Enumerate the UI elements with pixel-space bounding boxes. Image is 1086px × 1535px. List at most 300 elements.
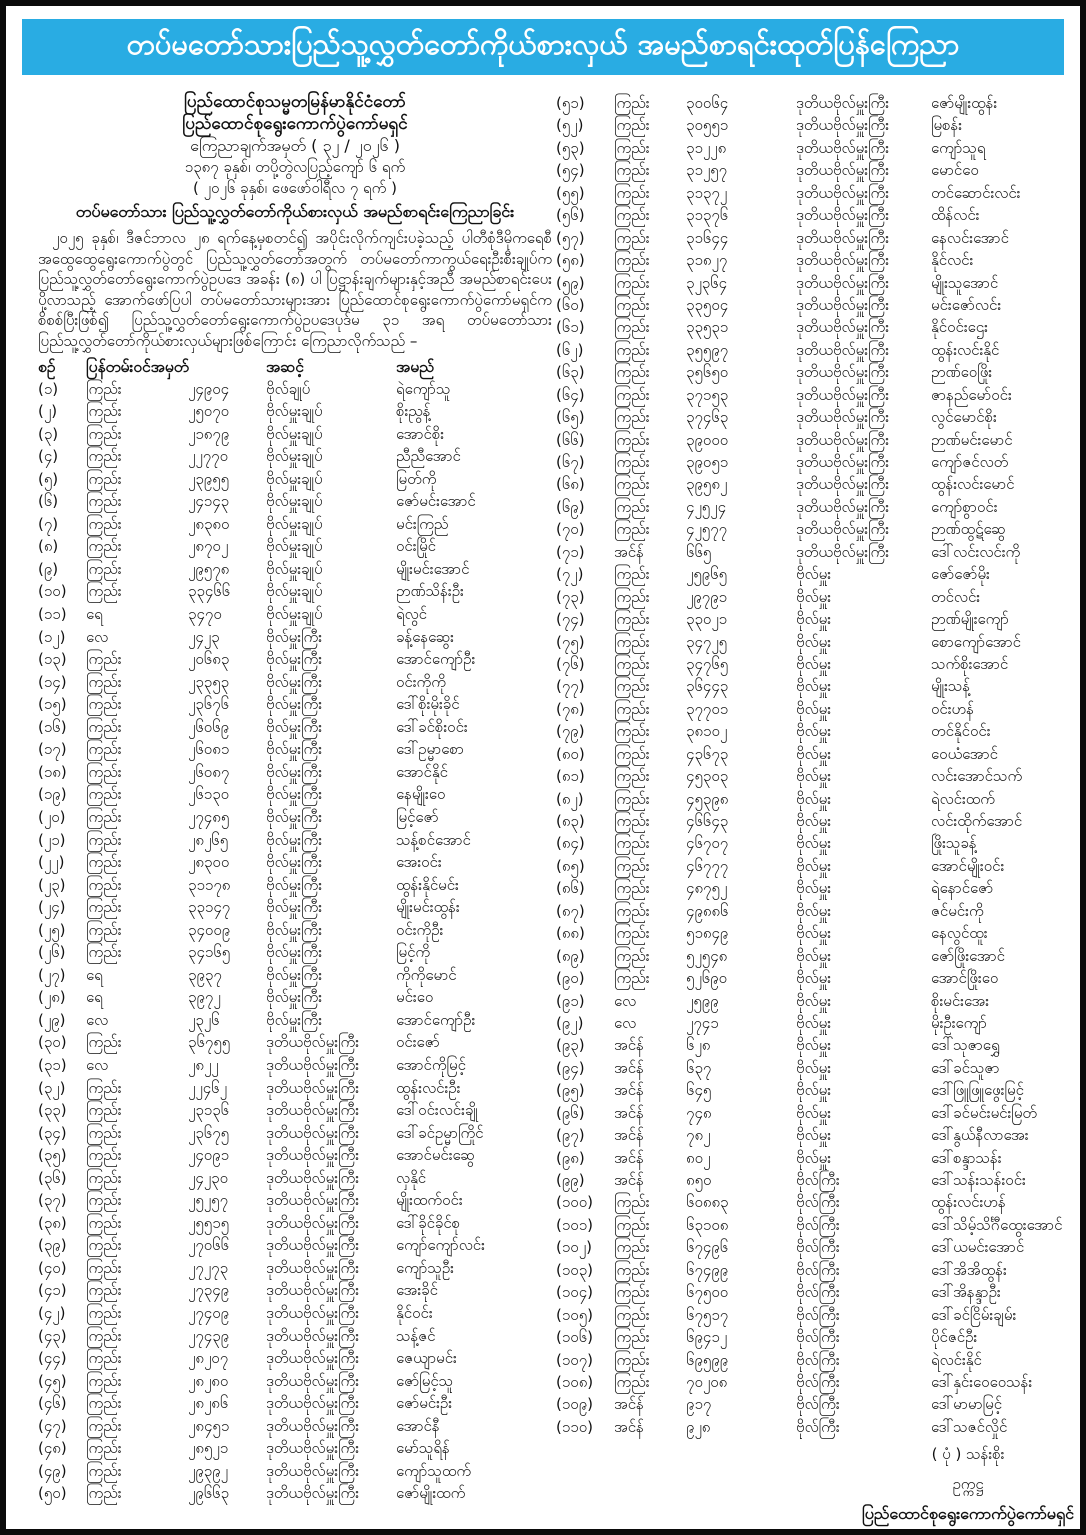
- row-name: ဉာဏ်မျိုးကျော်: [931, 610, 1009, 629]
- table-row: [38, 1079, 552, 1102]
- row-branch: ကြည်း: [86, 1394, 122, 1413]
- row-serial: (၃၂): [38, 1078, 66, 1097]
- row-branch: ကြည်း: [86, 1416, 122, 1435]
- row-serial: (၅၅): [556, 183, 585, 202]
- row-serial: (၄၀): [38, 1258, 67, 1277]
- row-name: ဒေါ်လင်းလင်းကို: [931, 542, 1021, 561]
- row-serial: (၉၈): [556, 1148, 585, 1167]
- row-rank: ဒုတိယဗိုလ်မှူးကြီး: [796, 295, 890, 314]
- row-branch: ကြည်း: [614, 744, 650, 763]
- row-number: ၃၀၀၆၄: [686, 94, 729, 112]
- row-name: အေးဝင်း: [396, 853, 442, 872]
- row-rank: ဒုတိယဗိုလ်မှူးကြီး: [266, 1078, 360, 1097]
- row-name: ဒေါ်ခင်မင်းမင်းမြတ်: [931, 1103, 1037, 1122]
- table-row: [38, 447, 552, 470]
- row-name: ဒေါ်သုဇာရွှေ: [931, 1036, 1000, 1055]
- row-name: ဝင်းကိုဦး: [396, 920, 444, 939]
- row-serial: (၁၈): [38, 762, 67, 781]
- row-serial: (၄၁): [38, 1281, 67, 1300]
- table-row: [38, 537, 552, 560]
- row-serial: (၈၄): [556, 834, 585, 853]
- table-row: [556, 1216, 1078, 1238]
- row-rank: ဒုတိယဗိုလ်မှူးကြီး: [266, 1394, 360, 1413]
- row-rank: ဗိုလ်မှူး: [796, 812, 832, 830]
- row-number: ၃၁၂၂၈: [686, 138, 727, 157]
- table-row: [556, 1395, 1078, 1417]
- row-number: ၈၅၀: [686, 1171, 712, 1189]
- row-number: ၂၇၂၇၃: [188, 1258, 229, 1277]
- table-row: [38, 1281, 552, 1304]
- row-serial: (၇၂): [556, 565, 584, 584]
- row-number: ၄၆၇၇၇: [686, 856, 729, 875]
- row-serial: (၉၂): [556, 1013, 584, 1032]
- row-serial: (၆၂): [556, 340, 584, 359]
- table-row: [38, 1304, 552, 1327]
- row-name: အောင်မျိုးဝင်း: [931, 856, 1005, 875]
- table-row: [556, 745, 1078, 767]
- table-row: [38, 492, 552, 515]
- commission-title: ပြည်ထောင်စုရွေးကောက်ပွဲကော်မရှင်: [182, 113, 408, 134]
- table-row: [556, 992, 1078, 1014]
- table-row: [38, 1124, 552, 1147]
- left-column: [38, 84, 552, 1507]
- row-rank: ဗိုလ်မှူးချုပ်: [266, 424, 323, 443]
- row-branch: ကြည်း: [614, 924, 650, 943]
- row-branch: ကြည်း: [614, 610, 650, 629]
- row-branch: ကြည်း: [86, 559, 122, 578]
- row-serial: (၁၇): [38, 740, 67, 759]
- row-serial: (၄၇): [38, 1416, 67, 1435]
- table-row: [556, 296, 1078, 318]
- row-rank: ဗိုလ်မှူး: [796, 834, 832, 853]
- row-name: မင်းဝေ: [396, 988, 434, 1007]
- table-row: [38, 380, 552, 403]
- row-number: ၃၄၇၀: [188, 605, 222, 624]
- row-rank: ဗိုလ်မှူး: [796, 1081, 832, 1100]
- row-rank: ဗိုလ်မှူးကြီး: [266, 965, 323, 984]
- table-rows-right: [556, 94, 1078, 1440]
- row-serial: (၄၆): [38, 1394, 67, 1413]
- row-serial: (၃၈): [38, 1213, 67, 1232]
- row-branch: ကြည်း: [614, 856, 650, 875]
- table-row: [38, 628, 552, 651]
- row-branch: ကြည်း: [614, 183, 650, 202]
- table-row: [38, 1011, 552, 1034]
- row-name: ဒေါ်ဖြူဖြူဖွေးမြင့်: [931, 1081, 1024, 1100]
- row-rank: ဗိုလ်မှူး: [796, 767, 832, 786]
- row-number: ၂၃၉၅၅: [188, 469, 230, 488]
- table-row: [38, 988, 552, 1011]
- row-rank: ဗိုလ်မှူး: [796, 699, 832, 718]
- row-name: ရဲကျော်သူ: [396, 379, 451, 398]
- row-serial: (၃၆): [38, 1168, 67, 1187]
- table-rows-left: [38, 380, 552, 1507]
- announcement-number: ကြေညာချက်အမှတ် ( ၃၂ / ၂၀၂၆ ): [190, 136, 400, 155]
- table-row: [556, 116, 1078, 138]
- table-row: [38, 582, 552, 605]
- row-serial: (၁၀၃): [556, 1260, 594, 1279]
- table-row: [38, 853, 552, 876]
- row-rank: ဒုတိယဗိုလ်မှူးကြီး: [796, 183, 890, 202]
- row-serial: (၇၅): [556, 632, 585, 651]
- table-row: [556, 431, 1078, 453]
- row-number: ၃၃၁၄၇: [188, 898, 231, 917]
- row-number: ၂၅၅၁၅: [188, 1213, 230, 1232]
- row-number: ၃၄၁၆၅: [188, 943, 231, 962]
- row-name: နေလွင်ထူး: [931, 924, 988, 943]
- table-row: [556, 722, 1078, 744]
- row-serial: (၁၂): [38, 627, 66, 646]
- row-serial: (၉၆): [556, 1103, 585, 1122]
- row-serial: (၂၃): [38, 875, 66, 894]
- row-serial: (၈၃): [556, 812, 585, 830]
- row-serial: (၉၉): [556, 1171, 585, 1189]
- row-number: ၂၇၄၀၉: [188, 1303, 230, 1322]
- row-branch: ကြည်း: [614, 1238, 650, 1257]
- row-branch: ရေ: [86, 605, 103, 624]
- row-serial: (၇၃): [556, 587, 585, 606]
- row-name: ကျော်သူရ: [931, 138, 986, 157]
- row-name: မျိုးထက်ဝင်း: [396, 1191, 463, 1210]
- row-rank: ဗိုလ်မှူးကြီး: [266, 717, 323, 736]
- row-name: ဉာဏ်ထွဋ်ဆွေ: [931, 520, 1006, 539]
- row-name: ဒေါ်စိုးမိုးခိုင်: [396, 695, 460, 714]
- row-branch: ကြည်း: [614, 834, 650, 853]
- row-number: ၄၆၇၀၇: [686, 834, 729, 853]
- row-name: ဝင်းဟန်: [931, 699, 974, 718]
- row-serial: (၇၁): [556, 542, 585, 561]
- row-number: ၂၄၂၃: [188, 627, 220, 646]
- row-serial: (၆၆): [556, 430, 585, 449]
- row-number: ၂၅၉၆၅: [686, 565, 728, 584]
- row-branch: ကြည်း: [86, 898, 122, 917]
- row-rank: ဗိုလ်မှူး: [796, 587, 832, 606]
- row-branch: လေ: [614, 991, 637, 1010]
- row-branch: ကြည်း: [614, 879, 650, 898]
- banner: [22, 19, 1064, 75]
- row-rank: ဗိုလ်မှူး: [796, 654, 832, 673]
- row-branch: အင်န်: [614, 1058, 644, 1077]
- row-serial: (၈၉): [556, 946, 585, 965]
- table-row: [38, 1327, 552, 1350]
- row-rank: ဗိုလ်မှူး: [796, 1103, 832, 1122]
- table-row: [556, 274, 1078, 296]
- row-name: အောင်မင်းဆွေ: [396, 1146, 475, 1165]
- row-rank: ဒုတိယဗိုလ်မှူးကြီး: [796, 94, 890, 112]
- row-number: ၂၆၀၈၁: [188, 740, 230, 759]
- row-name: ဝင်းဇော်: [396, 1033, 440, 1052]
- row-name: ရဲလင်းထက်: [931, 789, 995, 808]
- row-name: ဒေါ်သဇင်လှိုင်: [931, 1417, 1008, 1436]
- row-rank: ဒုတိယဗိုလ်မှူးကြီး: [266, 1416, 360, 1435]
- row-number: ၈၀၂: [686, 1148, 711, 1167]
- row-rank: ဒုတိယဗိုလ်မှူးကြီး: [266, 1461, 360, 1480]
- row-number: ၂၆၀၈၇: [188, 762, 230, 781]
- myanmar-date: ၁၃၈၇ ခုနှစ်၊ တပို့တွဲလပြည့်ကျော် ၆ ရက်: [184, 157, 406, 176]
- table-row: [556, 161, 1078, 183]
- row-branch: ကြည်း: [614, 453, 650, 471]
- row-name: စောကျော်အောင်: [931, 632, 1021, 651]
- row-serial: (၃): [38, 424, 59, 443]
- row-rank: ဗိုလ်မှူး: [796, 856, 832, 875]
- row-branch: ကြည်း: [614, 1328, 650, 1347]
- row-number: ၂၁၈၇၉: [188, 424, 230, 443]
- row-rank: ဒုတိယဗိုလ်မှူးကြီး: [796, 116, 890, 135]
- row-number: ၃၅၆၅၀: [686, 363, 729, 382]
- row-rank: ဗိုလ်မှူးချုပ်: [266, 537, 323, 556]
- row-rank: ဗိုလ်မှူးကြီး: [266, 762, 323, 781]
- row-serial: (၁၁): [38, 605, 67, 624]
- row-branch: ကြည်း: [86, 402, 122, 421]
- row-rank: ဒုတိယဗိုလ်မှူးကြီး: [796, 497, 890, 516]
- row-branch: ကြည်း: [86, 514, 122, 533]
- row-serial: (၁၅): [38, 695, 67, 714]
- row-name: မျိုးမင်းအောင်: [396, 559, 470, 578]
- row-branch: ကြည်း: [614, 340, 650, 359]
- table-row: [556, 386, 1078, 408]
- table-row: [556, 1014, 1078, 1036]
- row-branch: ကြည်း: [614, 722, 650, 741]
- row-name: အောင်နီ: [396, 1416, 440, 1435]
- row-name: ထွန်းနိုင်မင်း: [396, 875, 459, 894]
- table-row: [556, 229, 1078, 251]
- row-branch: ကြည်း: [86, 650, 122, 669]
- row-rank: ဗိုလ်ကြီး: [796, 1328, 840, 1347]
- row-rank: ဒုတိယဗိုလ်မှူးကြီး: [266, 1303, 360, 1322]
- table-row: [556, 1036, 1078, 1058]
- table-row: [556, 498, 1078, 520]
- row-number: ၂၅၂၅၇: [188, 1191, 229, 1210]
- row-rank: ဒုတိယဗိုလ်မှူးကြီး: [796, 453, 890, 471]
- row-rank: ဗိုလ်မှူး: [796, 565, 832, 584]
- row-serial: (၁၁၀): [556, 1417, 594, 1436]
- row-number: ၂၅၉၉: [686, 991, 719, 1010]
- row-number: ၄၂၅၂၄: [686, 497, 727, 516]
- row-name: မော်သူရိန်: [396, 1439, 450, 1458]
- row-name: တင်နိုင်ဝင်း: [931, 722, 991, 741]
- row-name: ဇော်မျိုးထက်: [396, 1484, 466, 1503]
- banner-title: တပ်မတော်သားပြည်သူ့လွှတ်တော်ကိုယ်စားလှယ် အမည်စာရင်းထုတ်ပြန်ကြေညာ: [126, 26, 960, 61]
- row-serial: (၅၈): [556, 251, 585, 270]
- table-row: [556, 565, 1078, 587]
- row-serial: (၇၄): [556, 610, 585, 629]
- row-serial: (၁၃): [38, 650, 67, 669]
- row-name: ထွန်းလင်းဦး: [396, 1078, 461, 1097]
- row-rank: ဗိုလ်ကြီး: [796, 1395, 840, 1414]
- row-branch: ကြည်း: [614, 520, 650, 539]
- row-rank: ဗိုလ်ကြီး: [796, 1238, 840, 1257]
- row-rank: ဗိုလ်မှူးကြီး: [266, 627, 323, 646]
- row-number: ၂၈၂၈၆: [188, 1394, 229, 1413]
- row-serial: (၈၀): [556, 744, 585, 763]
- row-rank: ဗိုလ်မှူး: [796, 1148, 832, 1167]
- signature-photo-name: ( ပုံ ) သန်းစိုး: [931, 1445, 1005, 1463]
- row-rank: ဗိုလ်မှူးကြီး: [266, 695, 323, 714]
- row-rank: ဒုတိယဗိုလ်မှူးကြီး: [796, 138, 890, 157]
- row-rank: ဗိုလ်မှူးကြီး: [266, 875, 323, 894]
- row-name: ဇာနည်မော်ဝင်း: [931, 385, 1012, 404]
- row-rank: ဗိုလ်မှူး: [796, 789, 832, 808]
- row-branch: လေ: [86, 1010, 109, 1029]
- row-name: သန့်စင်အောင်: [396, 830, 471, 849]
- row-branch: ကြည်း: [86, 717, 122, 736]
- row-rank: ဗိုလ်မှူးချုပ်: [266, 514, 323, 533]
- row-rank: ဒုတိယဗိုလ်မှူးကြီး: [266, 1281, 360, 1300]
- row-name: ကျော်ဇင်လတ်: [931, 453, 1009, 471]
- row-number: ၇၀၂၀၈: [686, 1372, 728, 1391]
- table-row: [556, 1418, 1078, 1440]
- row-number: ၆၉၄၁၂: [686, 1328, 728, 1347]
- row-rank: ဗိုလ်မှူး: [796, 991, 832, 1010]
- row-branch: ရေ: [86, 988, 103, 1007]
- table-row: [556, 610, 1078, 632]
- row-branch: ကြည်း: [614, 138, 650, 157]
- table-row: [38, 1439, 552, 1462]
- row-rank: ဒုတိယဗိုလ်မှူးကြီး: [796, 206, 890, 225]
- table-row: [556, 1351, 1078, 1373]
- row-number: ၃၄၀၀၉: [188, 920, 231, 939]
- table-row: [556, 543, 1078, 565]
- row-branch: ကြည်း: [614, 318, 650, 337]
- row-serial: (၁၉): [38, 785, 67, 804]
- row-name: ဒေါ်နွယ်နီလာအေး: [931, 1126, 1029, 1145]
- row-rank: ဗိုလ်မှူးကြီး: [266, 920, 323, 939]
- row-number: ၇၈၂: [686, 1126, 711, 1145]
- row-name: လင်းအောင်သက်: [931, 767, 1023, 786]
- row-name: နိုင်ဝင်း: [396, 1303, 433, 1322]
- row-rank: ဒုတိယဗိုလ်မှူးကြီး: [796, 408, 890, 427]
- row-branch: ကြည်း: [614, 228, 650, 247]
- table-row: [38, 1417, 552, 1440]
- row-branch: ကြည်း: [614, 677, 650, 696]
- row-rank: ဗိုလ်မှူး: [796, 722, 832, 741]
- row-serial: (၆၀): [556, 295, 585, 314]
- row-number: ၃၁၂၅၇: [686, 161, 728, 180]
- row-number: ၃၁၃၇၂: [686, 183, 728, 202]
- row-branch: ရေ: [86, 965, 103, 984]
- row-rank: ဗိုလ်မှူးကြီး: [266, 853, 323, 872]
- row-rank: ဗိုလ်ချုပ်: [266, 379, 311, 398]
- row-branch: ကြည်း: [86, 1461, 122, 1480]
- row-branch: ကြည်း: [614, 1193, 650, 1212]
- row-serial: (၇၇): [556, 677, 585, 696]
- row-name: နေလင်းအောင်: [931, 228, 1009, 247]
- table-row: [556, 408, 1078, 430]
- row-name: ဉာဏ်မင်းမောင်: [931, 430, 1013, 449]
- row-name: ဒေါ်စန္ဒာသန်း: [931, 1148, 1002, 1167]
- row-rank: ဗိုလ်မှူး: [796, 969, 832, 988]
- row-serial: (၅၇): [556, 228, 585, 247]
- row-number: ၃၃၅၃၁: [686, 318, 729, 337]
- row-name: အောင်ကျော်ဦး: [396, 1010, 476, 1029]
- table-row: [556, 834, 1078, 856]
- row-number: ၃၃၀၂၁: [686, 610, 728, 629]
- row-rank: ဗိုလ်မှူးချုပ်: [266, 559, 323, 578]
- row-name: ဒေါ်အိအိထွန်း: [931, 1260, 1007, 1279]
- row-name: နေမျိုးဝေ: [396, 785, 446, 804]
- row-rank: ဗိုလ်မှူးကြီး: [266, 988, 323, 1007]
- row-branch: ကြည်း: [614, 1305, 650, 1324]
- row-branch: ကြည်း: [86, 830, 122, 849]
- row-branch: ကြည်း: [86, 1033, 122, 1052]
- row-name: ဉာဏ်ဝေဖြိုး: [931, 363, 993, 382]
- table-row: [38, 718, 552, 741]
- table-row: [38, 1056, 552, 1079]
- row-number: ၂၃၂၆: [188, 1010, 220, 1029]
- row-branch: ကြည်း: [86, 785, 122, 804]
- row-number: ၂၈၇၀၂: [188, 537, 229, 556]
- row-name: မြစန်း: [931, 116, 963, 135]
- row-branch: ကြည်း: [614, 206, 650, 225]
- row-number: ၃၂၃၆၄: [686, 273, 728, 292]
- row-name: ရဲလင်းနိုင်: [931, 1350, 982, 1369]
- row-number: ၆၆၅: [686, 542, 712, 561]
- table-row: [556, 902, 1078, 924]
- table-row: [556, 879, 1078, 901]
- row-rank: ဗိုလ်မှူးကြီး: [266, 1010, 323, 1029]
- row-number: ၃၇၄၆၃: [686, 408, 729, 427]
- row-name: ထွန်းလင်းဟန်: [931, 1193, 1006, 1212]
- row-name: ဇော်မျိုးထွန်း: [931, 94, 998, 112]
- row-branch: လေ: [614, 1013, 637, 1032]
- intro-paragraph: ၂၀၂၅ ခုနှစ်၊ ဒီဇင်ဘာလ ၂၈ ရက်နေ့မှစတင်၍ အပိုင်းလိုက်ကျင်းပခဲ့သည့် ပါတီစုံဒီမိုကရေစီ အထွေထွေရွေးကောက်ပွဲတွင် ပြည်သူ့လွှတ်တော်အတွက် တပ်မတော်ကာကွယ်ရေးဦးစီးချုပ်က ပြည်သူ့လွှတ်တော်ရွေးကောက်ပွဲဥပဒေ အခန်း (၈) ပါ ပြဋ္ဌာန်းချက်များနှင့်အညီ အမည်စာရင်းပေးပို့လာသည့် အောက်ဖော်ပြပါ တပ်မတော်သားများအား ပြည်ထောင်စုရွေးကောက်ပွဲကော်မရှင်က စိစစ်ပြီးဖြစ်၍ ပြည်သူ့လွှတ်တော်ရွေးကောက်ပွဲဥပဒေပုဒ်မ ၃၁ အရ တပ်မတော်သားပြည်သူ့လွှတ်တော်ကိုယ်စားလှယ်များဖြစ်ကြောင်း ကြေညာလိုက်သည် –: [38, 229, 552, 350]
- row-number: ၂၆၀၆၉: [188, 717, 230, 736]
- row-branch: အင်န်: [614, 542, 644, 561]
- row-rank: ဗိုလ်မှူးကြီး: [266, 785, 323, 804]
- row-serial: (၃၀): [38, 1033, 67, 1052]
- row-number: ၂၇၀၆၆: [188, 1236, 230, 1255]
- table-row: [38, 876, 552, 899]
- row-branch: ကြည်း: [86, 1078, 122, 1097]
- row-number: ၄၅၃၀၃: [686, 767, 729, 786]
- row-serial: (၂၉): [38, 1010, 66, 1029]
- row-number: ၃၆၇၅၅: [188, 1033, 231, 1052]
- table-row: [556, 475, 1078, 497]
- row-serial: (၉၄): [556, 1058, 585, 1077]
- row-branch: ကြည်း: [86, 1123, 122, 1142]
- row-serial: (၅၄): [556, 161, 585, 180]
- row-number: ၂၈၅၂၁: [188, 1439, 229, 1458]
- table-row: [556, 969, 1078, 991]
- table-row: [38, 740, 552, 763]
- row-serial: (၂၅): [38, 920, 66, 939]
- row-branch: ကြည်း: [86, 1258, 122, 1277]
- table-row: [38, 1191, 552, 1214]
- row-branch: ကြည်း: [86, 943, 122, 962]
- row-serial: (၇၆): [556, 654, 585, 673]
- row-number: ၆၃၇: [686, 1058, 712, 1077]
- row-name: ဒေါ်သန်းသန်းဝင်း: [931, 1171, 1026, 1189]
- row-rank: ဗိုလ်မှူး: [796, 924, 832, 943]
- row-number: ၄၈၇၅၂: [686, 879, 728, 898]
- row-serial: (၈၅): [556, 856, 585, 875]
- table-row: [556, 1193, 1078, 1215]
- row-branch: ကြည်း: [86, 492, 122, 511]
- row-number: ၃၀၅၅၁: [686, 116, 729, 135]
- row-serial: (၂၀): [38, 807, 66, 826]
- row-name: ဇော်မင်းအောင်: [396, 492, 476, 511]
- row-name: ဒေါ်ခင်ဥမ္မာကြိုင်: [396, 1123, 484, 1142]
- row-name: ကျော်သူထက်: [396, 1461, 472, 1480]
- row-rank: ဗိုလ်မှူး: [796, 879, 832, 898]
- row-rank: ဗိုလ်ကြီး: [796, 1260, 840, 1279]
- table-row: [556, 206, 1078, 228]
- row-serial: (၅၆): [556, 206, 585, 225]
- row-serial: (၅၉): [556, 273, 585, 292]
- row-serial: (၁၀၅): [556, 1305, 594, 1324]
- row-serial: (၁၀၉): [556, 1395, 594, 1414]
- row-rank: ဗိုလ်မှူး: [796, 1013, 832, 1032]
